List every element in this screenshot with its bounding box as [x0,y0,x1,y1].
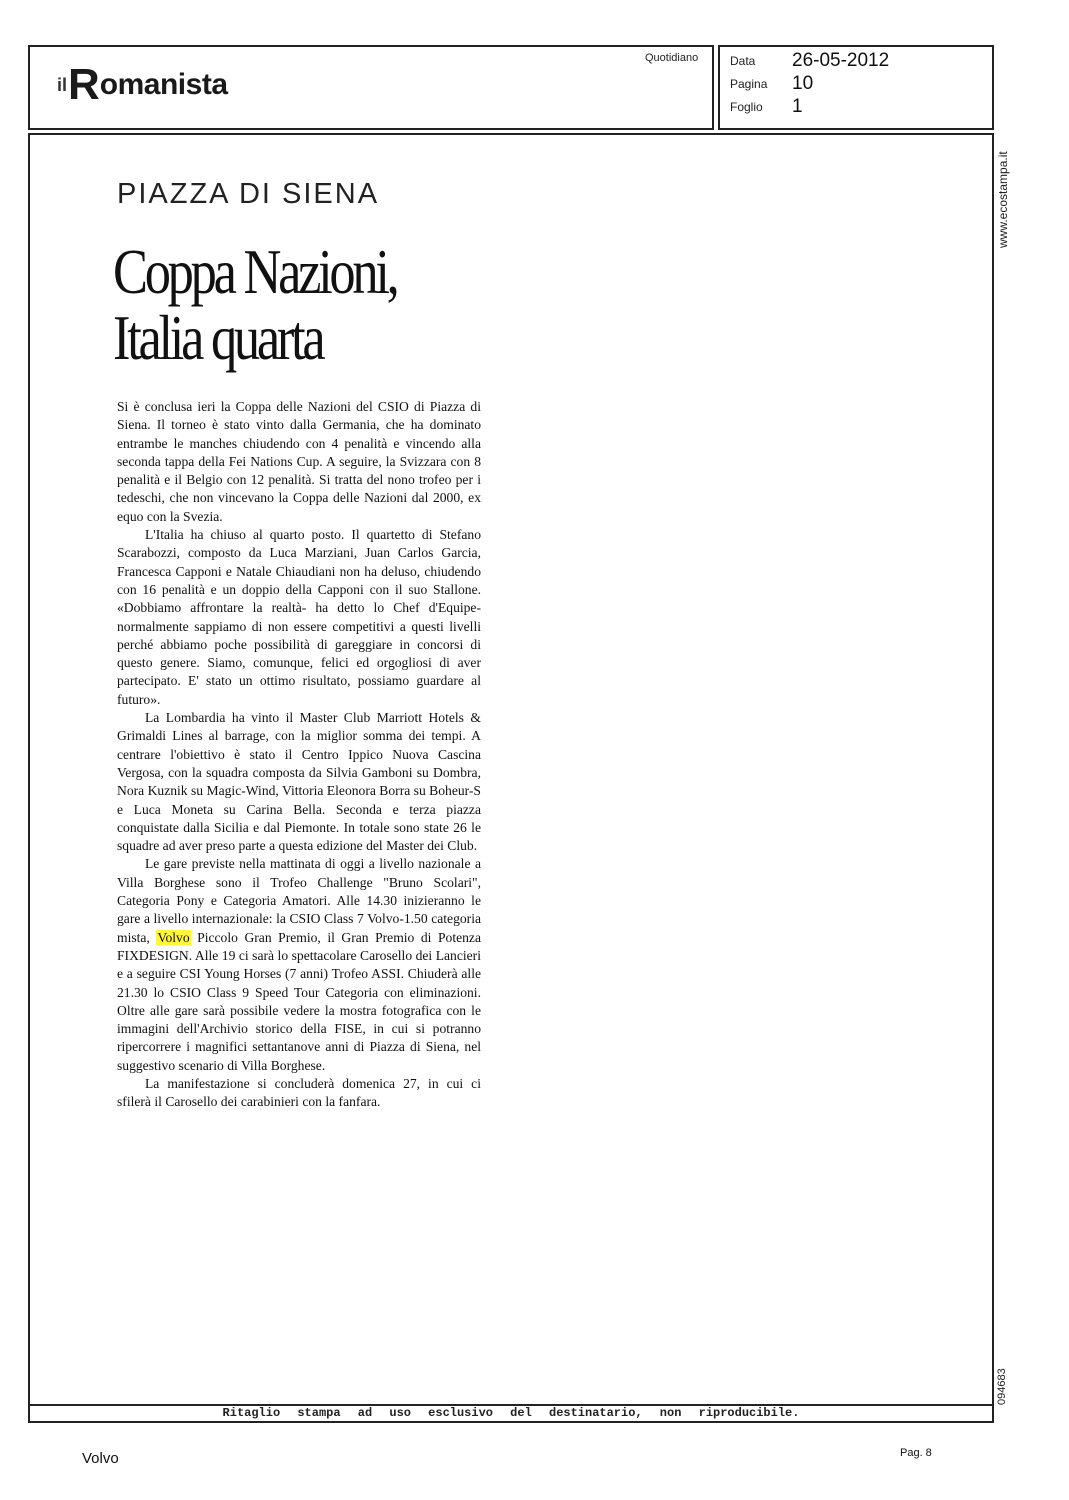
paragraph-4-end: Piccolo Gran Premio, il Gran Premio di Potenza FIXDESIGN. Alle 19 ci sarà lo spettacolare Carosello dei Lancieri e a seguire CSI Young Horses (7 anni) Trofeo ASSI. Chiuderà alle 21.30 lo CSIO Class 9 Speed Tour Categoria con eliminazioni. Oltre alle gare sarà possibile vedere la mostra fotografica con le immagini dell'Archivio storico della FISE, in cui si potranno ripercorrere i magnifici settantanove anni di Piazza di Siena, nel suggestivo scenario di Villa Borghese. [117,929,481,1073]
disclaimer-text: Ritaglio stampa ad uso esclusivo del destinatario, non riproducibile. [222,1406,800,1420]
paragraph-4 [117,855,481,1075]
sheet-value: 1 [792,96,803,117]
headline-line-1: Coppa Nazioni, [113,236,397,307]
paragraph-1: Si è conclusa ieri la Coppa delle Nazioni del CSIO di Piazza di Siena. Il torneo è stato vinto dalla Germania, che ha dominato entrambe le manches chiudendo con 4 penalità e vincendo alla seconda tappa della Fei Nations Cup. A seguire, la Svizzara con 8 penalità e il Belgio con 12 penalità. Si tratta del nono trofeo per i tedeschi, che non vincevano la Coppa delle Nazioni dal 2000, ex equo con la Svezia. [117,399,481,524]
headline-line-2: Italia quarta [113,302,323,373]
page-label: Pagina [730,77,768,91]
article-body [117,398,481,1112]
logo-r: R [68,60,100,109]
sheet-label: Foglio [730,100,763,114]
page-value: 10 [792,73,814,94]
logo-il: il [57,74,68,95]
footer-keyword: Volvo [82,1450,119,1467]
frequency-label: Quotidiano [645,52,699,64]
paragraph-3: La Lombardia ha vinto il Master Club Marriott Hotels & Grimaldi Lines al barrage, con la miglior somma dei tempi. A centrare l'obiettivo è stato il Centro Ippico Nuova Cascina Vergosa, con la squadra composta da Silvia Gamboni su Dombra, Nora Kuznik su Magic-Wind, Vittoria Eleonora Borra su Boheur-S e Luca Moneta su Carina Bella. Seconda e terza piazza conquistate dalla Sicilia e dal Piemonte. In totale sono state 26 le squadre ad aver preso parte a questa edizione del Master dei Club. [117,710,481,854]
logo-rest: omanista [99,68,228,101]
paragraph-5: La manifestazione si concluderà domenica 27, in cui ci sfilerà il Carosello dei carabinieri con la fanfara. [117,1075,481,1110]
paragraph-2: L'Italia ha chiuso al quarto posto. Il quartetto di Stefano Scarabozzi, composto da Luca Marziani, Juan Carlos Garcia, Francesca Capponi e Natale Chiaudiani non ha deluso, chiudendo con 16 penalità e un doppio della Capponi con il suo Stallone. «Dobbiamo affrontare la realtà- ha detto lo Chef d'Equipe- normalmente sappiamo di non essere competitivi a questi livelli perché abbiamo poche possibilità di gareggiare in concorsi di questo genere. Siamo, comunque, felici ed orgogliosi di aver partecipato. E' stato un ottimo risultato, possiamo guardare al futuro». [117,527,481,707]
article-kicker: PIAZZA DI SIENA [117,178,380,210]
website-vertical: www.ecostampa.it [996,151,1010,248]
code-vertical: 094683 [996,1368,1008,1405]
highlighted-keyword: Volvo [157,929,190,945]
date-value: 26-05-2012 [792,50,890,71]
paragraph-4-start: Le gare previste nella mattinata di oggi a livello nazionale a Villa Borghese sono il Trofeo Challenge "Bruno Scolari", Categoria Pony e Categoria Amatori. Alle 14.30 inizieranno le gare a livello internazionale: la CSIO Class 7 Volvo-1.50 categoria mista, [117,856,481,945]
newspaper-logo [57,60,228,110]
footer-page-number: Pag. 8 [900,1447,932,1459]
date-label: Data [730,54,756,68]
